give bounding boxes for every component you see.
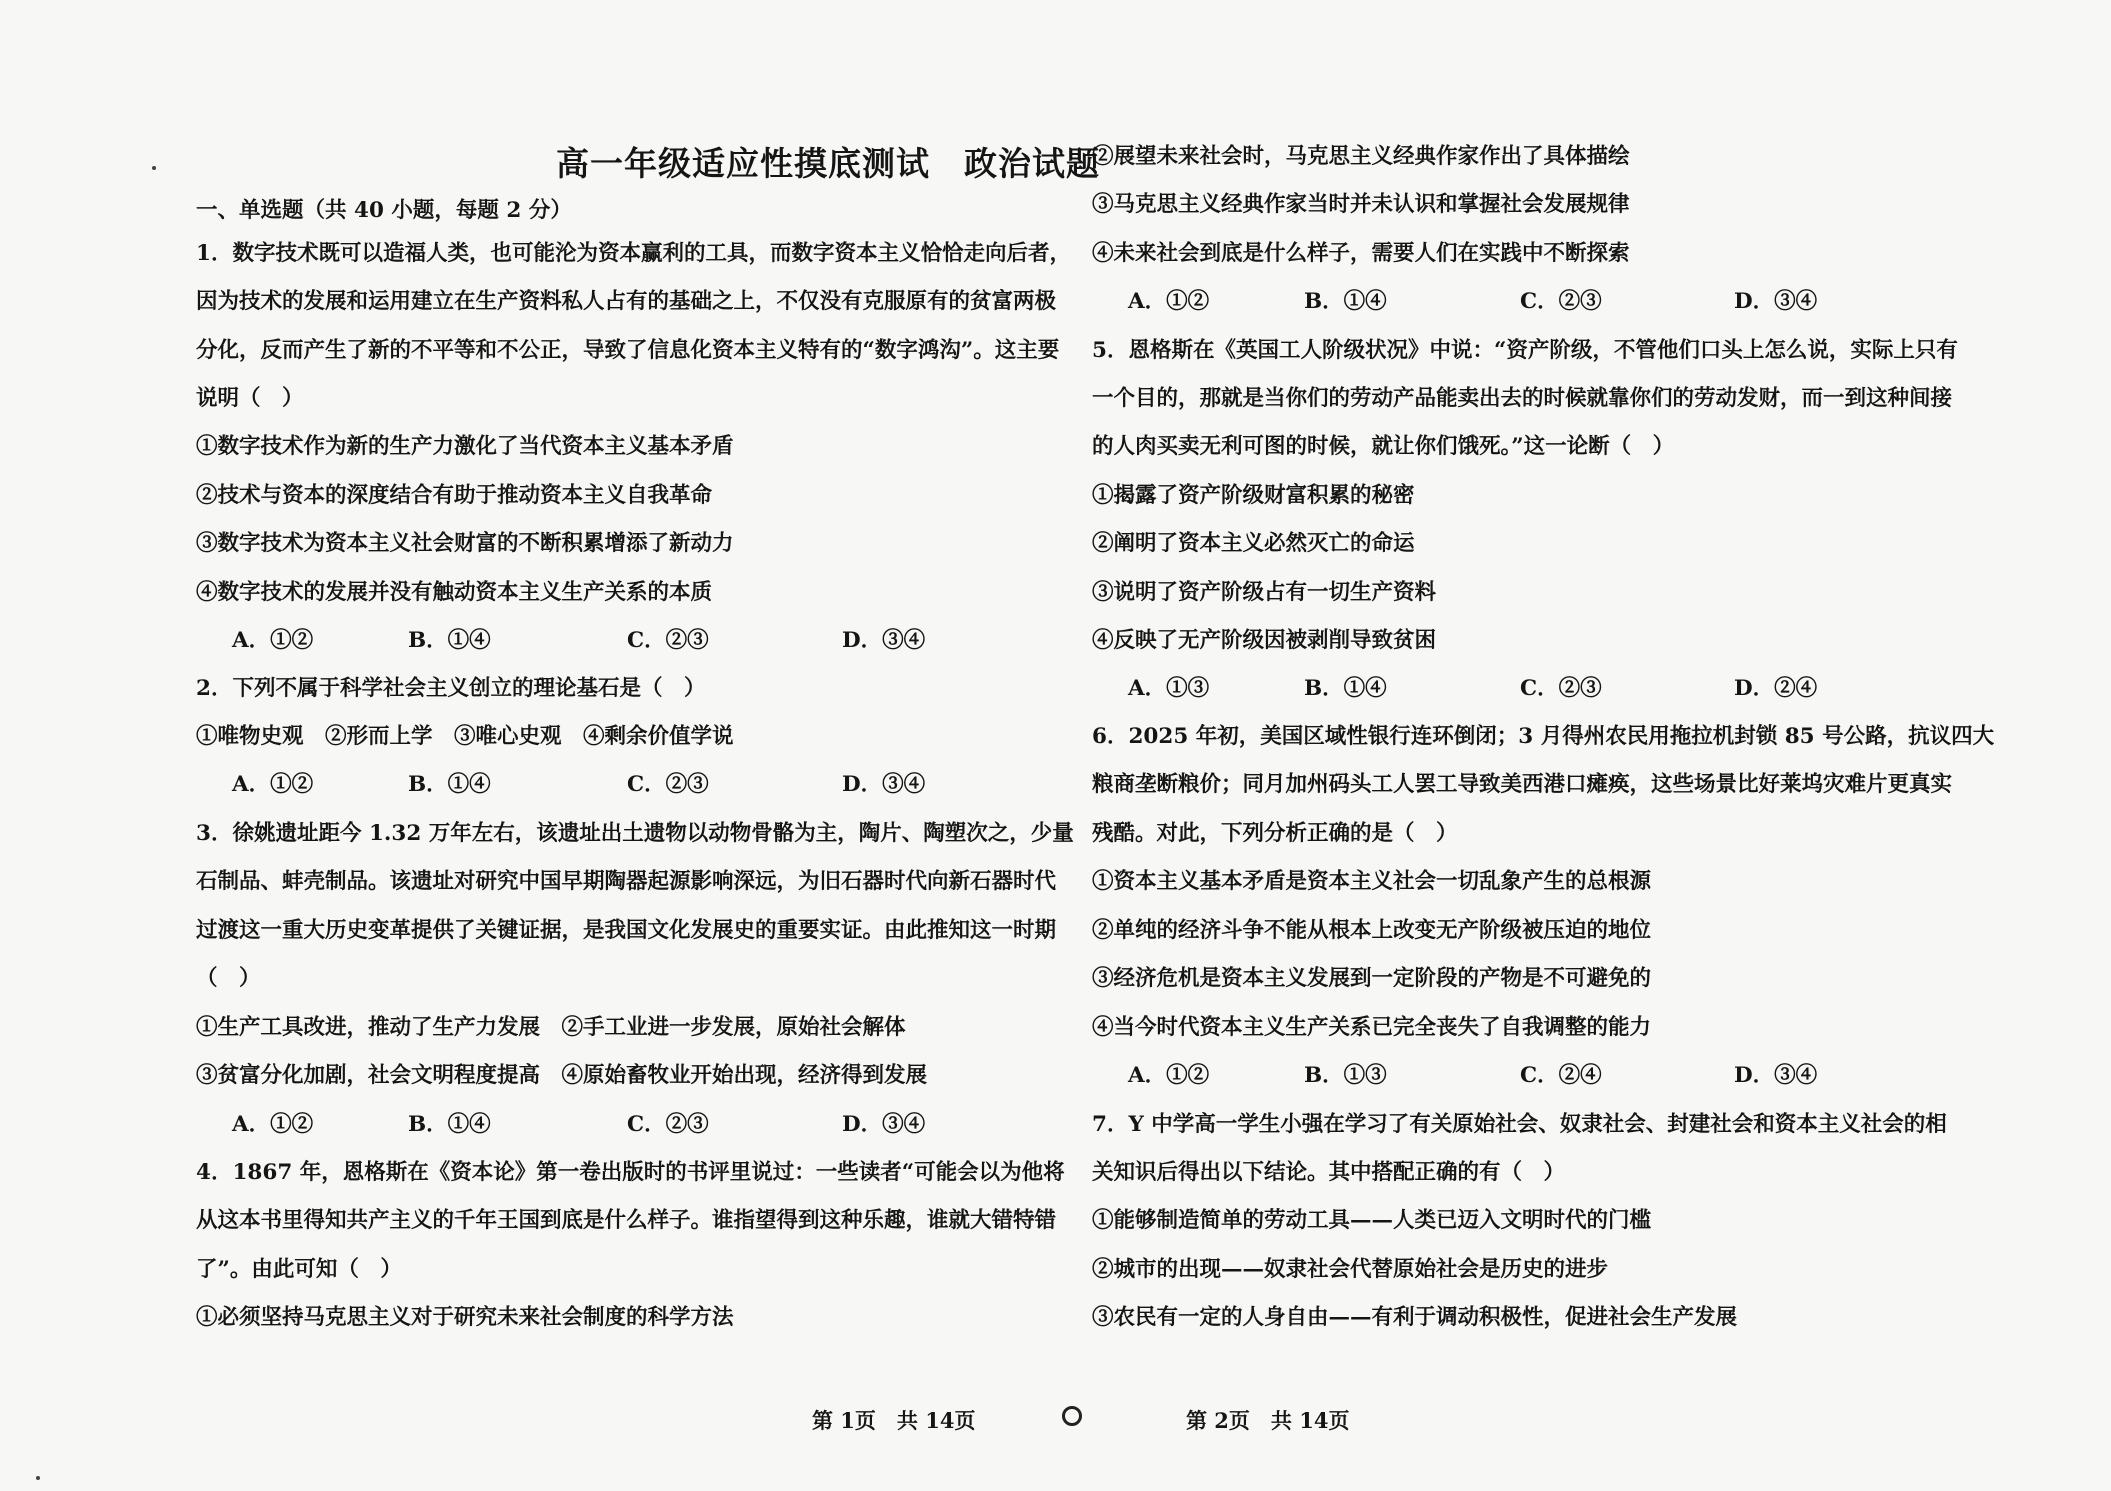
question-line: 分化，反而产生了新的不平等和不公正，导致了信息化资本主义特有的“数字鸿沟”。这主要 — [196, 338, 1060, 363]
option-b: B．①④ — [408, 628, 491, 653]
choice-line: ④数字技术的发展并没有触动资本主义生产关系的本质 — [196, 580, 713, 605]
choice-line: ④未来社会到底是什么样子，需要人们在实践中不断探索 — [1092, 241, 1630, 266]
choice-line: ②展望未来社会时，马克思主义经典作家作出了具体描绘 — [1092, 144, 1630, 169]
question-line: 2．下列不属于科学社会主义创立的理论基石是（ ） — [196, 676, 706, 701]
choice-line: ②城市的出现——奴隶社会代替原始社会是历史的进步 — [1092, 1257, 1609, 1282]
question-line: 3．徐姚遗址距今 1.32 万年左右，该遗址出土遗物以动物骨骼为主，陶片、陶塑次之，少量 — [196, 821, 1074, 846]
choice-line: ①生产工具改进，推动了生产力发展 ②手工业进一步发展，原始社会解体 — [196, 1015, 906, 1040]
option-c: C．②③ — [1520, 676, 1602, 701]
question-line: 石制品、蚌壳制品。该遗址对研究中国早期陶器起源影响深远，为旧石器时代向新石器时代 — [196, 869, 1057, 894]
option-c: C．②③ — [627, 772, 709, 797]
option-d: D．③④ — [1734, 289, 1818, 314]
option-a: A．①② — [232, 628, 314, 653]
option-d: D．③④ — [842, 1112, 926, 1137]
question-line: 的人肉买卖无利可图的时候，就让你们饿死。”这一论断（ ） — [1092, 434, 1675, 459]
choice-line: ②阐明了资本主义必然灭亡的命运 — [1092, 531, 1415, 556]
question-line: 5．恩格斯在《英国工人阶级状况》中说：“资产阶级，不管他们口头上怎么说，实际上只有 — [1092, 338, 1958, 363]
choice-line: ③说明了资产阶级占有一切生产资料 — [1092, 580, 1437, 605]
question-line: （ ） — [196, 966, 261, 991]
option-d: D．②④ — [1734, 676, 1818, 701]
option-c: C．②④ — [1520, 1063, 1602, 1088]
option-b: B．①③ — [1304, 1063, 1387, 1088]
choice-line: ①能够制造简单的劳动工具——人类已迈入文明时代的门槛 — [1092, 1208, 1652, 1233]
question-line: 关知识后得出以下结论。其中搭配正确的有（ ） — [1092, 1160, 1566, 1185]
option-d: D．③④ — [1734, 1063, 1818, 1088]
choice-line: ①资本主义基本矛盾是资本主义社会一切乱象产生的总根源 — [1092, 869, 1652, 894]
option-c: C．②③ — [627, 1112, 709, 1137]
choice-line: ④反映了无产阶级因被剥削导致贫困 — [1092, 628, 1437, 653]
option-a: A．①② — [232, 772, 314, 797]
question-line: 残酷。对此，下列分析正确的是（ ） — [1092, 821, 1458, 846]
option-c: C．②③ — [627, 628, 709, 653]
choice-line: ③农民有一定的人身自由——有利于调动积极性，促进社会生产发展 — [1092, 1305, 1738, 1330]
page-number-left: 第 1页 共 14页 — [812, 1408, 976, 1433]
option-d: D．③④ — [842, 628, 926, 653]
option-c: C．②③ — [1520, 289, 1602, 314]
scan-speck — [152, 166, 156, 170]
question-line: 过渡这一重大历史变革提供了关键证据，是我国文化发展史的重要实证。由此推知这一时期 — [196, 918, 1057, 943]
question-line: 6．2025 年初，美国区域性银行连环倒闭；3 月得州农民用拖拉机封锁 85 号公路，抗议四大 — [1092, 724, 1995, 749]
option-a: A．①③ — [1128, 676, 1210, 701]
choice-line: ③贫富分化加剧，社会文明程度提高 ④原始畜牧业开始出现，经济得到发展 — [196, 1063, 928, 1088]
question-line: 7．Y 中学高一学生小强在学习了有关原始社会、奴隶社会、封建社会和资本主义社会的相 — [1092, 1112, 1947, 1137]
binding-hole-icon — [1062, 1406, 1082, 1426]
question-line: 了”。由此可知（ ） — [196, 1257, 402, 1282]
exam-title: 高一年级适应性摸底测试 政治试题 — [556, 144, 1100, 183]
section-heading: 一、单选题（共 40 小题，每题 2 分） — [196, 198, 572, 223]
choice-line: ②技术与资本的深度结合有助于推动资本主义自我革命 — [196, 483, 713, 508]
question-line: 说明（ ） — [196, 386, 304, 411]
choice-line: ③数字技术为资本主义社会财富的不断积累增添了新动力 — [196, 531, 734, 556]
question-line: 粮商垄断粮价；同月加州码头工人罢工导致美西港口瘫痪，这些场景比好莱坞灾难片更真实 — [1092, 772, 1953, 797]
option-b: B．①④ — [408, 772, 491, 797]
question-line: 因为技术的发展和运用建立在生产资料私人占有的基础之上，不仅没有克服原有的贫富两极 — [196, 289, 1057, 314]
question-line: 从这本书里得知共产主义的千年王国到底是什么样子。谁指望得到这种乐趣，谁就大错特错 — [196, 1208, 1057, 1233]
choice-line: ①唯物史观 ②形而上学 ③唯心史观 ④剩余价值学说 — [196, 724, 734, 749]
page-number-right: 第 2页 共 14页 — [1186, 1408, 1350, 1433]
question-line: 4．1867 年，恩格斯在《资本论》第一卷出版时的书评里说过：一些读者“可能会以为他将 — [196, 1160, 1065, 1185]
choice-line: ④当今时代资本主义生产关系已完全丧失了自我调整的能力 — [1092, 1015, 1652, 1040]
question-line: 1．数字技术既可以造福人类，也可能沦为资本赢利的工具，而数字资本主义恰恰走向后者， — [196, 241, 1071, 266]
choice-line: ①揭露了资产阶级财富积累的秘密 — [1092, 483, 1415, 508]
choice-line: ①数字技术作为新的生产力激化了当代资本主义基本矛盾 — [196, 434, 734, 459]
choice-line: ②单纯的经济斗争不能从根本上改变无产阶级被压迫的地位 — [1092, 918, 1652, 943]
option-d: D．③④ — [842, 772, 926, 797]
question-line: 一个目的，那就是当你们的劳动产品能卖出去的时候就靠你们的劳动发财，而一到这种间接 — [1092, 386, 1953, 411]
option-a: A．①② — [1128, 1063, 1210, 1088]
option-a: A．①② — [1128, 289, 1210, 314]
option-a: A．①② — [232, 1112, 314, 1137]
choice-line: ③经济危机是资本主义发展到一定阶段的产物是不可避免的 — [1092, 966, 1652, 991]
option-b: B．①④ — [1304, 676, 1387, 701]
choice-line: ③马克思主义经典作家当时并未认识和掌握社会发展规律 — [1092, 192, 1630, 217]
choice-line: ①必须坚持马克思主义对于研究未来社会制度的科学方法 — [196, 1305, 734, 1330]
scan-speck — [36, 1476, 40, 1480]
option-b: B．①④ — [408, 1112, 491, 1137]
option-b: B．①④ — [1304, 289, 1387, 314]
